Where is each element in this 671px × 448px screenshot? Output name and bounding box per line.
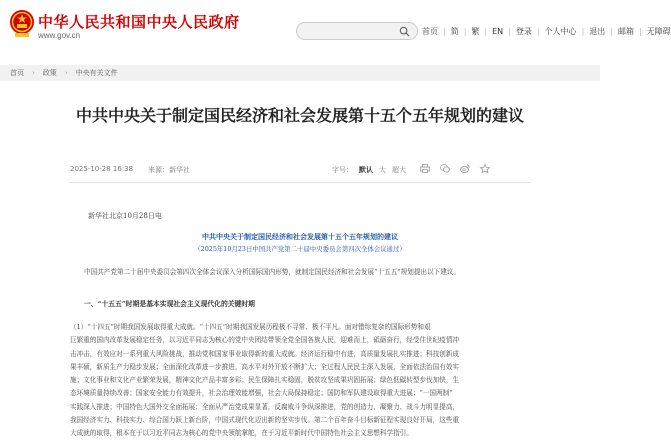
search-input[interactable] <box>296 22 418 40</box>
paragraph-line: 击冲击，有效应对一系列重大风险挑战，推动党和国家事业取得新的重大成就。经济运行稳中有进，高质量发展扎实推进；科技创新成 <box>70 349 460 358</box>
article-source: 来源：新华社 <box>148 166 190 174</box>
document-subheading: （2025年10月23日中国共产党第二十届中央委员会第四次全体会议通过） <box>194 245 406 253</box>
nav-separator: | <box>610 27 613 36</box>
intro-paragraph: 中国共产党第二十届中央委员会第四次全体会议深入分析国际国内形势，就制定国民经济和社会发展“十五五”规划提出以下建议。 <box>84 268 460 276</box>
nav-separator: | <box>484 27 488 36</box>
dateline: 新华社北京10月28日电 <box>88 212 162 220</box>
nav-login[interactable]: 登录 <box>515 27 532 36</box>
print-icon[interactable] <box>420 164 430 173</box>
paragraph-line: 态环境质量持续改善；国家安全能力有效提升，社会治理效能增强，社会大局保持稳定；国防和军队建设取得重大进展；“一国两制” <box>70 389 453 398</box>
paragraph-line: 施；文化事业和文化产业繁荣发展，精神文化产品丰富多彩；民生保障扎实稳固，脱贫攻坚成果巩固拓展；绿色低碳转型步伐加快，生 <box>70 376 460 385</box>
paragraph-line: 实践深入推进；中国特色大国外交全面拓展；全面从严治党成果显著，反腐败斗争纵深推进，党的创造力、凝聚力、战斗力明显提高， <box>70 402 460 411</box>
section-heading: 一、“十五五”时期是基本实现社会主义现代化的关键时期 <box>84 300 255 308</box>
font-size-large[interactable]: 大 <box>379 166 386 174</box>
nav-mailbox[interactable]: 邮箱 <box>617 27 634 36</box>
qzone-icon[interactable] <box>480 164 490 173</box>
breadcrumb-bar <box>0 65 600 81</box>
paragraph-line: 大成就的取得，根本在于以习近平同志为核心的党中央领航掌舵，在于习近平新时代中国特色社会主义思想科学指引。 <box>70 429 413 438</box>
breadcrumb <box>10 68 118 78</box>
paragraph-line: 果丰硕，新质生产力稳步发展；全面深化改革进一步推进，高水平对外开放不断扩大；全过程人民民主深入发展，全面依法治国有效实 <box>70 362 460 371</box>
nav-english[interactable]: EN <box>492 27 504 36</box>
top-nav <box>422 26 671 37</box>
nav-simplified[interactable]: 简 <box>450 27 459 36</box>
publish-date: 2025-10-28 16:38 <box>70 165 134 173</box>
font-size-default[interactable]: 默认 <box>359 166 373 174</box>
site-url: www.gov.cn <box>38 31 81 40</box>
font-size-switcher <box>332 165 406 175</box>
font-size-xlarge[interactable]: 超大 <box>392 166 406 174</box>
font-size-label: 字号： <box>332 166 353 174</box>
nav-separator: | <box>463 27 467 36</box>
nav-accessibility[interactable]: 无障碍 <box>646 27 671 36</box>
site-title[interactable]: 中华人民共和国中央人民政府 <box>38 13 240 31</box>
paragraph-line: 我国经济实力、科技实力、综合国力跃上新台阶，中国式现代化迈出新的坚实步伐。第二个百年奋斗目标新征程实现良好开局，这些重 <box>70 416 460 425</box>
nav-home[interactable]: 首页 <box>422 27 438 36</box>
page-title: 中共中央关于制定国民经济和社会发展第十五个五年规划的建议 <box>75 106 524 125</box>
breadcrumb-policy[interactable]: 政策 <box>42 69 57 77</box>
nav-separator: | <box>581 27 585 36</box>
document-heading: 中共中央关于制定国民经济和社会发展第十五个五年规划的建议 <box>202 232 398 241</box>
breadcrumb-arrow-icon: › <box>32 69 35 77</box>
nav-personal-center[interactable]: 个人中心 <box>544 27 577 36</box>
nav-separator: | <box>443 27 446 36</box>
national-emblem-icon[interactable] <box>8 8 36 38</box>
breadcrumb-home[interactable]: 首页 <box>10 69 24 77</box>
nav-traditional[interactable]: 繁 <box>471 27 480 36</box>
body-paragraph <box>70 321 538 441</box>
article-meta <box>70 165 530 179</box>
weibo-icon[interactable] <box>460 164 470 173</box>
nav-logout[interactable]: 退出 <box>589 27 606 36</box>
nav-separator: | <box>638 27 642 36</box>
paragraph-line: 巨繁重的国内改革发展稳定任务，以习近平同志为核心的党中央团结带领全党全国各族人民，迎难而上，砥砺奋行，经受住世纪疫情冲 <box>70 336 460 345</box>
nav-separator: | <box>536 27 540 36</box>
breadcrumb-central-docs[interactable]: 中央有关文件 <box>75 69 118 77</box>
nav-separator: | <box>508 27 511 36</box>
search-icon[interactable] <box>399 26 410 37</box>
meta-divider <box>70 182 530 183</box>
site-header <box>0 0 671 52</box>
share-tools <box>420 164 490 173</box>
paragraph-line: （1）“十四五”时期我国发展取得重大成就。“十四五”时期我国发展历程极不寻常、极不平凡。面对错综复杂的国际形势和艰 <box>70 323 431 331</box>
wechat-icon[interactable] <box>440 164 450 173</box>
breadcrumb-arrow-icon: › <box>64 69 68 77</box>
